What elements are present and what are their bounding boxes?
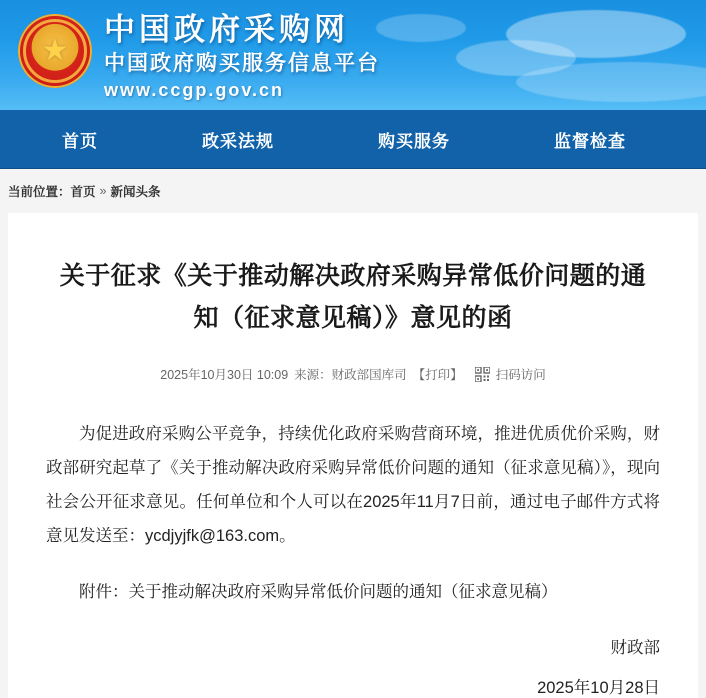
- article-signature-block: [46, 631, 660, 698]
- article-meta: [46, 365, 660, 383]
- breadcrumb-link-current[interactable]: 新闻头条: [110, 185, 161, 199]
- breadcrumb-label: 当前位置：: [8, 185, 71, 199]
- article-signature: 财政部: [610, 639, 660, 657]
- print-button[interactable]: 【打印】: [412, 368, 463, 382]
- article-attachment-line: 附件：关于推动解决政府采购异常低价问题的通知（征求意见稿）: [79, 583, 558, 601]
- cloud-decoration: [516, 62, 706, 102]
- breadcrumb: [0, 169, 706, 213]
- breadcrumb-separator: »: [99, 184, 107, 198]
- emblem-gear-ring: [23, 19, 87, 83]
- article-paragraph: 为促进政府采购公平竞争，持续优化政府采购营商环境，推进优质优价采购，财政部研究起草了《关于推动解决政府采购异常低价问题的通知（征求意见稿）》，现向社会公开征求意见。任何单位和个人可以在2025年11月7日前，通过电子邮件方式将意见发送至：ycdjyjfk@163.com。: [46, 425, 660, 545]
- national-emblem-icon: [18, 14, 92, 88]
- article-source: 来源：财政部国库司: [294, 368, 407, 382]
- site-title-block: [104, 12, 380, 101]
- site-banner: [0, 0, 706, 110]
- breadcrumb-link-home[interactable]: 首页: [70, 185, 96, 199]
- qr-code-icon[interactable]: [475, 367, 490, 382]
- nav-item-regulations[interactable]: 政采法规: [202, 131, 274, 151]
- site-title-sub: 中国政府购买服务信息平台: [104, 51, 380, 75]
- emblem-star-icon: ★: [41, 34, 69, 67]
- site-title-main: 中国政府采购网: [104, 12, 349, 47]
- cloud-decoration: [376, 14, 466, 42]
- article-body: [46, 417, 660, 698]
- site-url: www.ccgp.gov.cn: [104, 80, 285, 100]
- qr-scan-label[interactable]: 扫码访问: [495, 368, 546, 382]
- page-title: 关于征求《关于推动解决政府采购异常低价问题的通知（征求意见稿）》意见的函: [59, 262, 647, 332]
- article-datetime: 2025年10月30日 10:09: [160, 368, 289, 382]
- nav-item-home[interactable]: 首页: [62, 131, 98, 151]
- article-sign-date: 2025年10月28日: [537, 679, 660, 697]
- nav-item-purchase-service[interactable]: 购买服务: [378, 131, 450, 151]
- nav-item-supervision[interactable]: 监督检查: [554, 131, 626, 151]
- article-container: [8, 213, 698, 698]
- main-nav: [0, 110, 706, 169]
